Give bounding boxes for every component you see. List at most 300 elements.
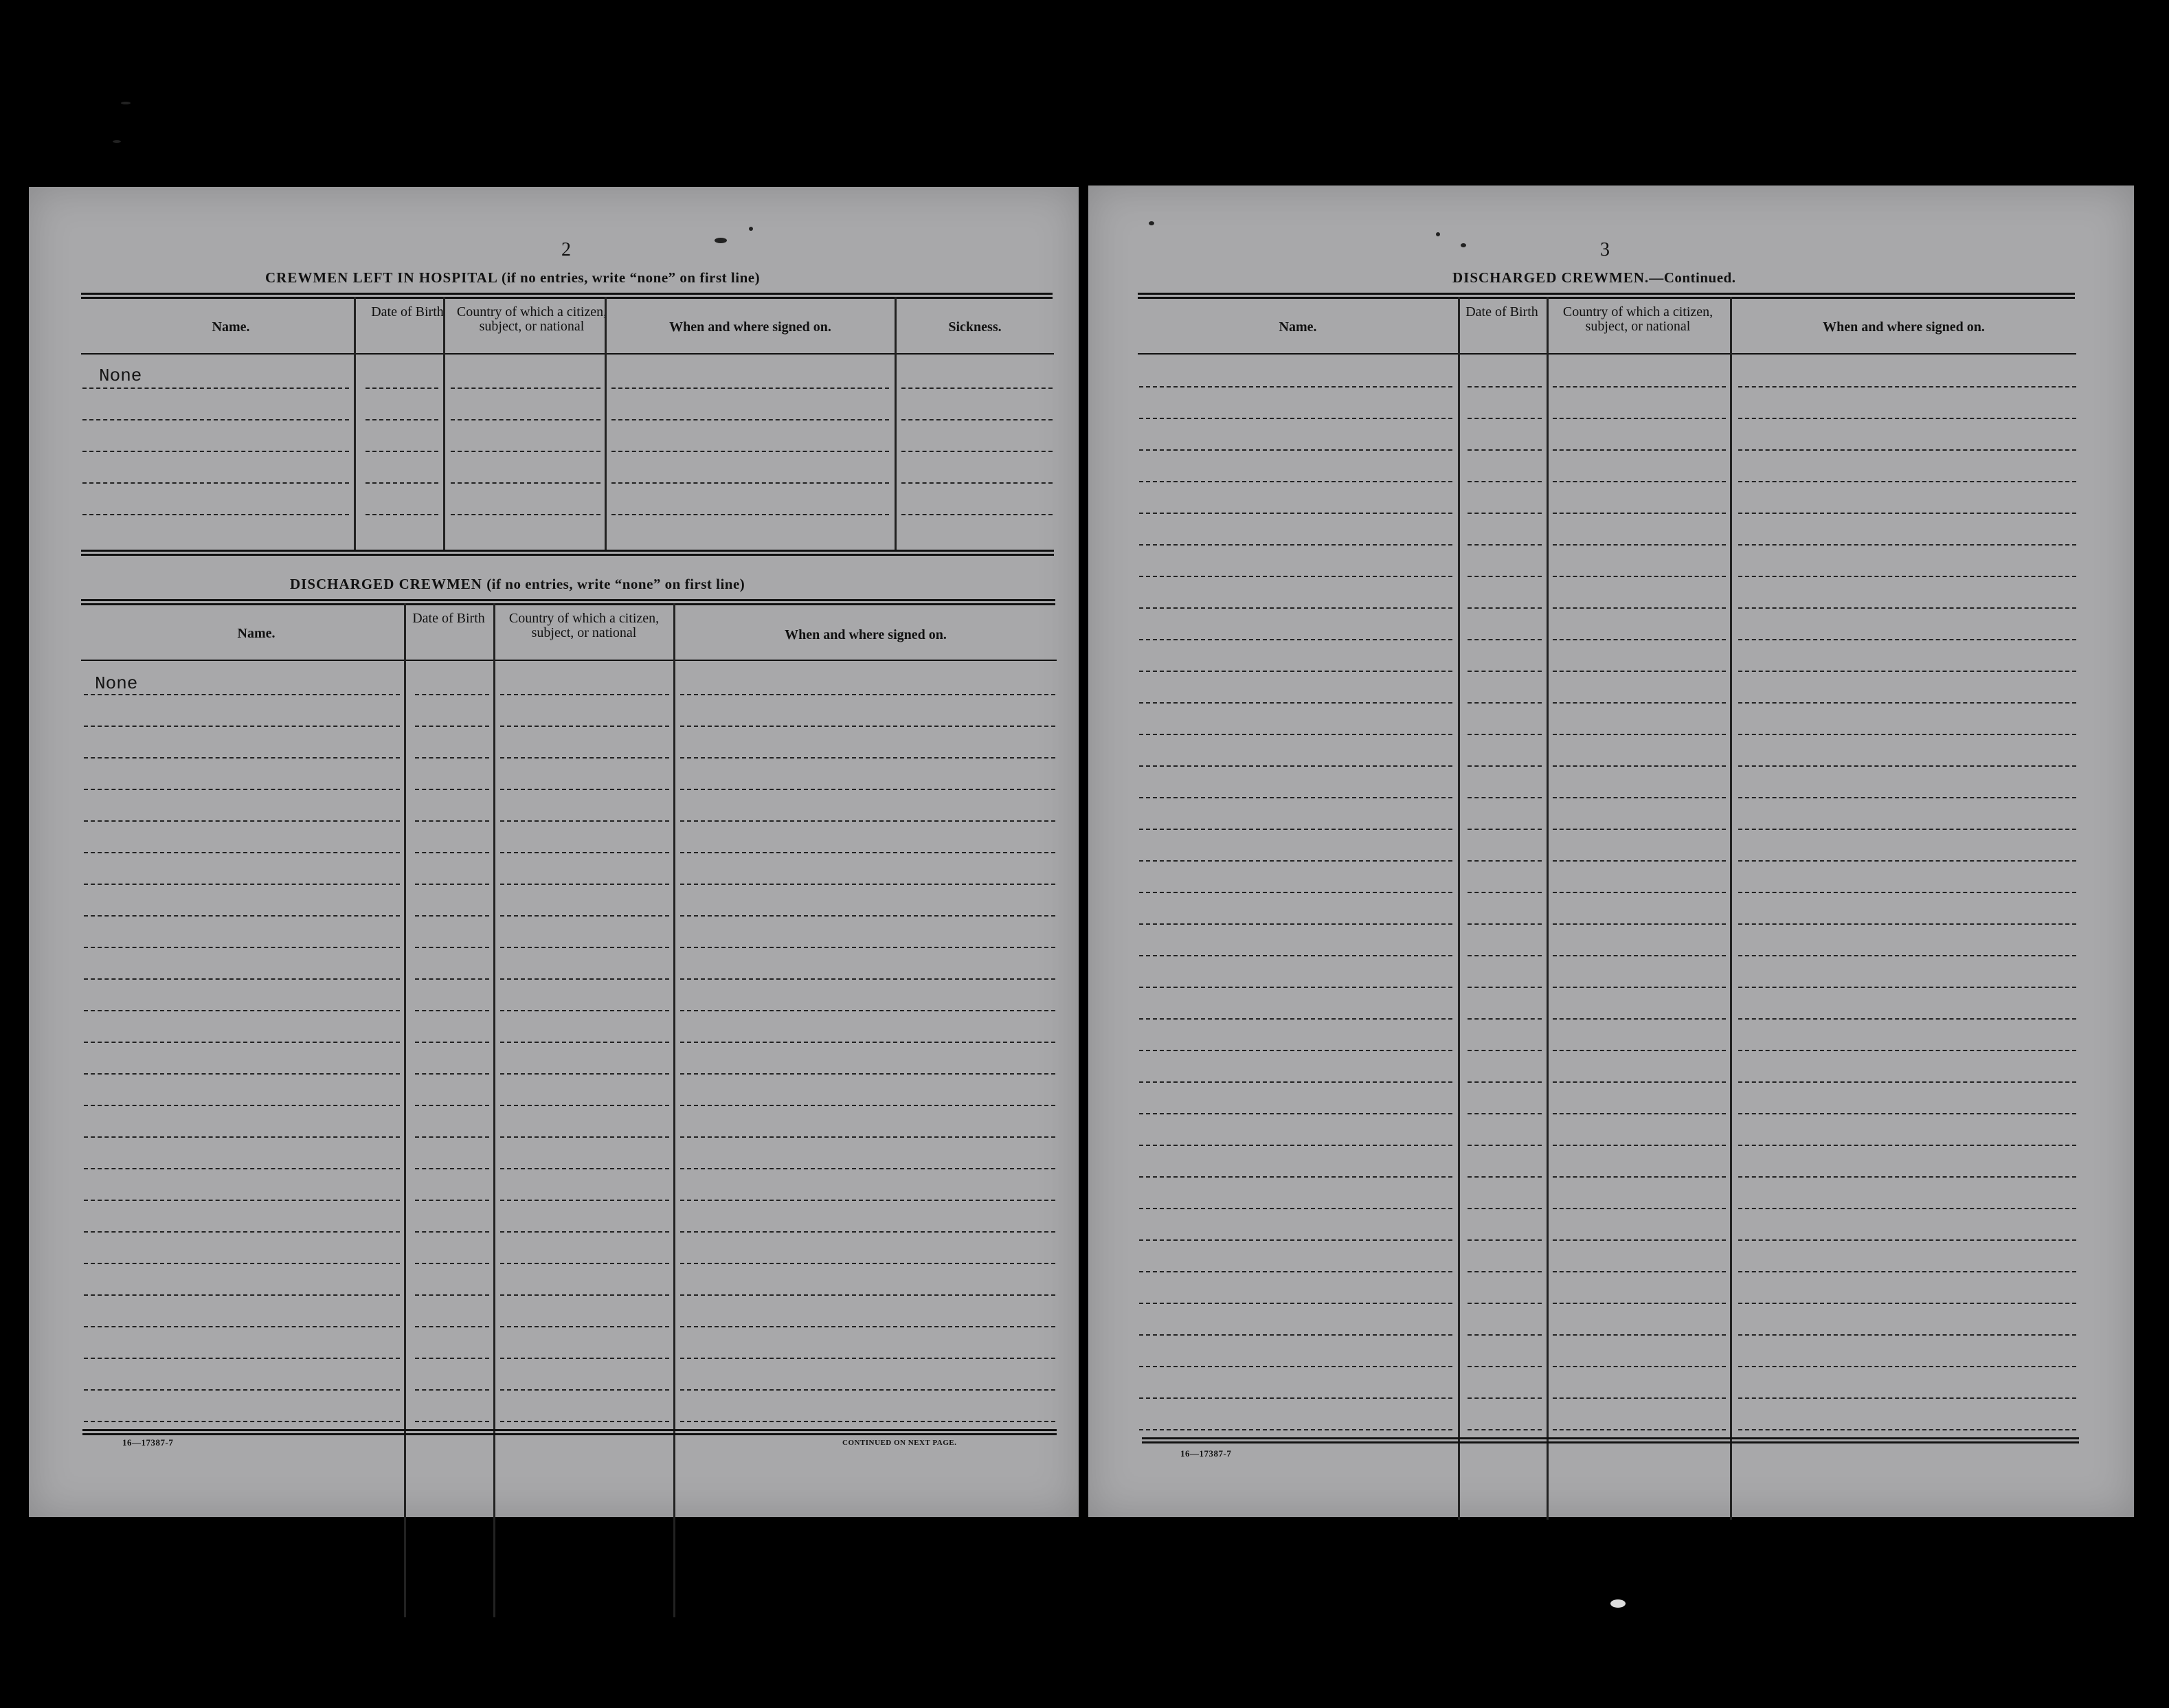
entry-line <box>1139 1018 1452 1020</box>
entry-line <box>1553 481 1726 482</box>
entry-line <box>82 451 349 452</box>
entry-line <box>680 852 1055 853</box>
entry-line <box>84 1200 400 1201</box>
entry-line <box>1738 671 2076 672</box>
entry-line <box>680 1231 1055 1233</box>
entry-line <box>500 1073 669 1075</box>
entry-line <box>1139 1334 1452 1336</box>
entry-line <box>415 726 489 727</box>
entry-line <box>1468 1239 1542 1241</box>
entry-line <box>415 1073 489 1075</box>
scan-speck <box>1461 243 1466 247</box>
entry-line <box>1553 1113 1726 1114</box>
entry-line <box>680 1136 1055 1138</box>
entry-line <box>1553 1397 1726 1399</box>
entry-line <box>1468 576 1542 577</box>
entry-line <box>82 482 349 484</box>
continued-divider <box>1730 297 1732 1520</box>
entry-line <box>1553 987 1726 988</box>
entry-line <box>1553 544 1726 546</box>
entry-line <box>1468 860 1542 862</box>
entry-line <box>500 757 669 759</box>
hospital-top-rule <box>81 293 1053 299</box>
entry-line <box>1468 481 1542 482</box>
entry-line <box>1468 1303 1542 1304</box>
entry-line <box>84 947 400 948</box>
entry-line <box>1738 892 2076 893</box>
entry-line <box>680 1358 1055 1359</box>
discharged-col-dob: Date of Birth <box>412 611 485 626</box>
hospital-col-sickness: Sickness. <box>948 319 1002 335</box>
entry-line <box>84 789 400 790</box>
entry-line <box>1553 1050 1726 1051</box>
discharged-col-signed-on: When and where signed on. <box>785 627 947 642</box>
entry-line <box>1738 1176 2076 1178</box>
entry-line <box>901 451 1053 452</box>
right-page <box>1088 186 2134 1517</box>
entry-line <box>901 387 1053 389</box>
entry-line <box>415 1042 489 1043</box>
entry-line <box>1468 987 1542 988</box>
continued-bottom-rule <box>1142 1437 2079 1443</box>
entry-line <box>84 1168 400 1169</box>
entry-line <box>1468 544 1542 546</box>
entry-line <box>451 451 600 452</box>
entry-line <box>415 1168 489 1169</box>
entry-line <box>1553 702 1726 704</box>
entry-line <box>1738 1334 2076 1336</box>
entry-line <box>500 726 669 727</box>
continued-note: CONTINUED ON NEXT PAGE. <box>842 1439 957 1447</box>
entry-line <box>84 978 400 980</box>
entry-line <box>1553 1271 1726 1272</box>
entry-line <box>611 387 889 389</box>
entry-line <box>1738 734 2076 735</box>
entry-line <box>1139 576 1452 577</box>
entry-line <box>1139 481 1452 482</box>
entry-line <box>366 387 438 389</box>
entry-line <box>611 514 889 515</box>
entry-line <box>1139 1208 1452 1209</box>
entry-line <box>84 1421 400 1422</box>
entry-line <box>500 1358 669 1359</box>
scan-speck <box>1436 232 1440 236</box>
entry-line <box>84 757 400 759</box>
entry-line <box>1553 923 1726 925</box>
entry-line <box>680 1073 1055 1075</box>
entry-line <box>415 1263 489 1264</box>
entry-line <box>680 726 1055 727</box>
entry-line <box>611 451 889 452</box>
continued-title-suffix: —Continued. <box>1649 269 1736 286</box>
entry-line <box>1553 607 1726 609</box>
entry-line <box>1738 1050 2076 1051</box>
entry-line <box>1139 386 1452 387</box>
entry-line <box>1738 481 2076 482</box>
entry-line <box>84 1231 400 1233</box>
entry-line <box>500 1105 669 1106</box>
hospital-section-title <box>265 269 760 286</box>
entry-line <box>680 820 1055 822</box>
entry-line <box>1553 513 1726 514</box>
form-number: 16—17387-7 <box>1180 1448 1232 1459</box>
entry-line <box>415 1105 489 1106</box>
entry-line <box>1139 955 1452 956</box>
entry-line <box>1553 449 1726 451</box>
entry-line <box>84 726 400 727</box>
entry-line <box>1139 1145 1452 1146</box>
left-page <box>29 187 1079 1517</box>
entry-line <box>1468 1271 1542 1272</box>
entry-line <box>500 1294 669 1296</box>
scan-speck <box>715 238 727 243</box>
entry-line <box>1553 829 1726 830</box>
entry-line <box>1139 1050 1452 1051</box>
entry-line <box>500 884 669 885</box>
entry-line <box>1139 734 1452 735</box>
page-number: 3 <box>1600 239 1610 260</box>
entry-line <box>1738 955 2076 956</box>
discharged-first-entry: None <box>95 673 138 694</box>
entry-line <box>1553 671 1726 672</box>
entry-line <box>451 387 600 389</box>
entry-line <box>451 482 600 484</box>
entry-line <box>680 915 1055 917</box>
entry-line <box>84 1389 400 1391</box>
entry-line <box>680 1421 1055 1422</box>
entry-line <box>1139 607 1452 609</box>
entry-line <box>1139 1397 1452 1399</box>
entry-line <box>84 1042 400 1043</box>
scan-speck <box>121 102 131 104</box>
entry-line <box>1468 734 1542 735</box>
entry-line <box>84 852 400 853</box>
entry-line <box>1468 765 1542 767</box>
entry-line <box>1553 639 1726 640</box>
hospital-divider <box>443 297 445 551</box>
entry-line <box>84 694 400 695</box>
entry-line <box>680 1168 1055 1169</box>
entry-line <box>1553 860 1726 862</box>
entry-line <box>680 1389 1055 1391</box>
entry-line <box>1553 1366 1726 1367</box>
entry-line <box>1738 702 2076 704</box>
entry-line <box>1468 671 1542 672</box>
entry-line <box>84 1294 400 1296</box>
entry-line <box>1468 1429 1542 1430</box>
entry-line <box>1139 1081 1452 1083</box>
entry-line <box>1553 955 1726 956</box>
entry-line <box>82 387 349 389</box>
entry-line <box>500 1231 669 1233</box>
hospital-col-country: Country of which a citizen, subject, or national <box>456 304 607 334</box>
continued-divider <box>1547 297 1549 1520</box>
entry-line <box>500 978 669 980</box>
entry-line <box>680 1263 1055 1264</box>
form-number: 16—17387-7 <box>122 1437 174 1448</box>
entry-line <box>500 1263 669 1264</box>
entry-line <box>1139 765 1452 767</box>
entry-line <box>1139 1271 1452 1272</box>
entry-line <box>415 884 489 885</box>
discharged-header-rule <box>81 660 1057 661</box>
entry-line <box>1738 765 2076 767</box>
entry-line <box>500 1421 669 1422</box>
entry-line <box>500 1326 669 1327</box>
entry-line <box>1468 1397 1542 1399</box>
continued-divider <box>1458 297 1460 1520</box>
entry-line <box>1738 860 2076 862</box>
entry-line <box>415 757 489 759</box>
entry-line <box>451 419 600 420</box>
entry-line <box>1139 829 1452 830</box>
entry-line <box>415 1136 489 1138</box>
entry-line <box>500 1389 669 1391</box>
entry-line <box>680 1200 1055 1201</box>
entry-line <box>415 1294 489 1296</box>
entry-line <box>1553 1176 1726 1178</box>
entry-line <box>1468 797 1542 798</box>
entry-line <box>500 1136 669 1138</box>
entry-line <box>1139 797 1452 798</box>
entry-line <box>451 514 600 515</box>
entry-line <box>680 694 1055 695</box>
entry-line <box>901 514 1053 515</box>
entry-line <box>84 1263 400 1264</box>
entry-line <box>1738 418 2076 419</box>
entry-line <box>1738 829 2076 830</box>
entry-line <box>680 978 1055 980</box>
entry-line <box>82 419 349 420</box>
discharged-instruction: (if no entries, write “none” on first line) <box>486 576 745 592</box>
entry-line <box>1553 1239 1726 1241</box>
entry-line <box>1468 1366 1542 1367</box>
entry-line <box>500 852 669 853</box>
entry-line <box>611 482 889 484</box>
entry-line <box>1468 513 1542 514</box>
entry-line <box>1553 797 1726 798</box>
entry-line <box>1468 1208 1542 1209</box>
entry-line <box>1553 734 1726 735</box>
entry-line <box>680 1042 1055 1043</box>
entry-line <box>1553 1429 1726 1430</box>
entry-line <box>366 451 438 452</box>
entry-line <box>1468 1050 1542 1051</box>
entry-line <box>1553 1145 1726 1146</box>
entry-line <box>1139 702 1452 704</box>
scan-speck <box>113 140 121 143</box>
entry-line <box>1468 449 1542 451</box>
entry-line <box>1139 639 1452 640</box>
entry-line <box>1553 1334 1726 1336</box>
entry-line <box>415 1421 489 1422</box>
discharged-title-text: DISCHARGED CREWMEN <box>290 576 482 592</box>
hospital-col-signed-on: When and where signed on. <box>669 319 831 335</box>
scan-speck <box>749 227 753 231</box>
entry-line <box>500 1168 669 1169</box>
entry-line <box>901 419 1053 420</box>
entry-line <box>1139 449 1452 451</box>
entry-line <box>1738 1429 2076 1430</box>
entry-line <box>1738 1366 2076 1367</box>
entry-line <box>1738 576 2076 577</box>
entry-line <box>415 915 489 917</box>
entry-line <box>1468 923 1542 925</box>
hospital-col-name: Name. <box>212 319 250 335</box>
entry-line <box>500 1200 669 1201</box>
entry-line <box>1553 765 1726 767</box>
entry-line <box>500 694 669 695</box>
entry-line <box>1738 639 2076 640</box>
entry-line <box>1738 1397 2076 1399</box>
entry-line <box>1468 1018 1542 1020</box>
entry-line <box>1139 1239 1452 1241</box>
entry-line <box>1468 702 1542 704</box>
entry-line <box>1553 1208 1726 1209</box>
entry-line <box>1468 1113 1542 1114</box>
hospital-header-rule <box>81 353 1054 355</box>
entry-line <box>500 947 669 948</box>
continued-section-title <box>1452 269 1735 286</box>
hospital-bottom-rule <box>81 550 1054 556</box>
page-number: 2 <box>561 239 571 260</box>
continued-col-signed-on: When and where signed on. <box>1823 319 1985 335</box>
entry-line <box>680 884 1055 885</box>
continued-col-country: Country of which a citizen, subject, or national <box>1562 304 1713 334</box>
entry-line <box>1553 892 1726 893</box>
entry-line <box>1468 892 1542 893</box>
entry-line <box>680 757 1055 759</box>
entry-line <box>1468 418 1542 419</box>
entry-line <box>1139 544 1452 546</box>
entry-line <box>1738 797 2076 798</box>
entry-line <box>1468 1334 1542 1336</box>
entry-line <box>366 419 438 420</box>
entry-line <box>1553 418 1726 419</box>
entry-line <box>680 1010 1055 1011</box>
continued-title-text: DISCHARGED CREWMEN. <box>1452 269 1650 286</box>
scan-speck <box>1149 221 1154 225</box>
entry-line <box>1468 829 1542 830</box>
entry-line <box>1738 1145 2076 1146</box>
entry-line <box>84 1358 400 1359</box>
continued-top-rule <box>1138 293 2075 299</box>
entry-line <box>680 1294 1055 1296</box>
entry-line <box>1139 987 1452 988</box>
entry-line <box>1468 386 1542 387</box>
hospital-title-text: CREWMEN LEFT IN HOSPITAL <box>265 269 497 286</box>
entry-line <box>84 1073 400 1075</box>
entry-line <box>1738 1113 2076 1114</box>
entry-line <box>1468 955 1542 956</box>
entry-line <box>84 915 400 917</box>
entry-line <box>415 820 489 822</box>
entry-line <box>1553 576 1726 577</box>
entry-line <box>366 514 438 515</box>
hospital-first-entry: None <box>99 366 142 386</box>
discharged-divider <box>673 603 675 1617</box>
entry-line <box>1139 513 1452 514</box>
entry-line <box>680 1326 1055 1327</box>
entry-line <box>415 789 489 790</box>
discharged-top-rule <box>81 599 1055 605</box>
hospital-divider <box>354 297 356 551</box>
entry-line <box>415 694 489 695</box>
entry-line <box>500 820 669 822</box>
entry-line <box>415 1326 489 1327</box>
scan-speck <box>1610 1599 1626 1608</box>
discharged-col-country: Country of which a citizen, subject, or national <box>508 611 660 640</box>
entry-line <box>1139 860 1452 862</box>
entry-line <box>500 915 669 917</box>
entry-line <box>1738 1271 2076 1272</box>
entry-line <box>1553 1018 1726 1020</box>
entry-line <box>1468 639 1542 640</box>
entry-line <box>1738 1239 2076 1241</box>
entry-line <box>84 820 400 822</box>
entry-line <box>1738 386 2076 387</box>
entry-line <box>1553 1303 1726 1304</box>
discharged-bottom-rule <box>82 1429 1057 1435</box>
entry-line <box>84 1105 400 1106</box>
continued-col-name: Name. <box>1279 319 1317 335</box>
entry-line <box>1139 1366 1452 1367</box>
entry-line <box>1738 449 2076 451</box>
entry-line <box>415 1358 489 1359</box>
entry-line <box>1139 892 1452 893</box>
entry-line <box>1738 1208 2076 1209</box>
entry-line <box>1738 544 2076 546</box>
entry-line <box>500 1010 669 1011</box>
entry-line <box>680 789 1055 790</box>
entry-line <box>1553 1081 1726 1083</box>
entry-line <box>1468 607 1542 609</box>
discharged-divider <box>493 603 495 1617</box>
discharged-divider <box>404 603 406 1617</box>
entry-line <box>500 789 669 790</box>
entry-line <box>611 419 889 420</box>
entry-line <box>415 1389 489 1391</box>
entry-line <box>366 482 438 484</box>
entry-line <box>415 1010 489 1011</box>
hospital-col-dob: Date of Birth <box>371 304 444 319</box>
entry-line <box>84 1326 400 1327</box>
entry-line <box>1468 1145 1542 1146</box>
entry-line <box>680 1105 1055 1106</box>
entry-line <box>415 978 489 980</box>
entry-line <box>1738 987 2076 988</box>
entry-line <box>1738 1303 2076 1304</box>
entry-line <box>1139 1176 1452 1178</box>
entry-line <box>901 482 1053 484</box>
entry-line <box>500 1042 669 1043</box>
entry-line <box>1139 1429 1452 1430</box>
entry-line <box>1738 923 2076 925</box>
entry-line <box>1139 671 1452 672</box>
entry-line <box>1139 1303 1452 1304</box>
entry-line <box>1468 1176 1542 1178</box>
continued-col-dob: Date of Birth <box>1465 304 1538 319</box>
entry-line <box>680 947 1055 948</box>
entry-line <box>84 1010 400 1011</box>
entry-line <box>82 514 349 515</box>
entry-line <box>1738 513 2076 514</box>
entry-line <box>1738 1018 2076 1020</box>
entry-line <box>84 884 400 885</box>
entry-line <box>1139 1113 1452 1114</box>
hospital-divider <box>605 297 607 551</box>
entry-line <box>415 1231 489 1233</box>
